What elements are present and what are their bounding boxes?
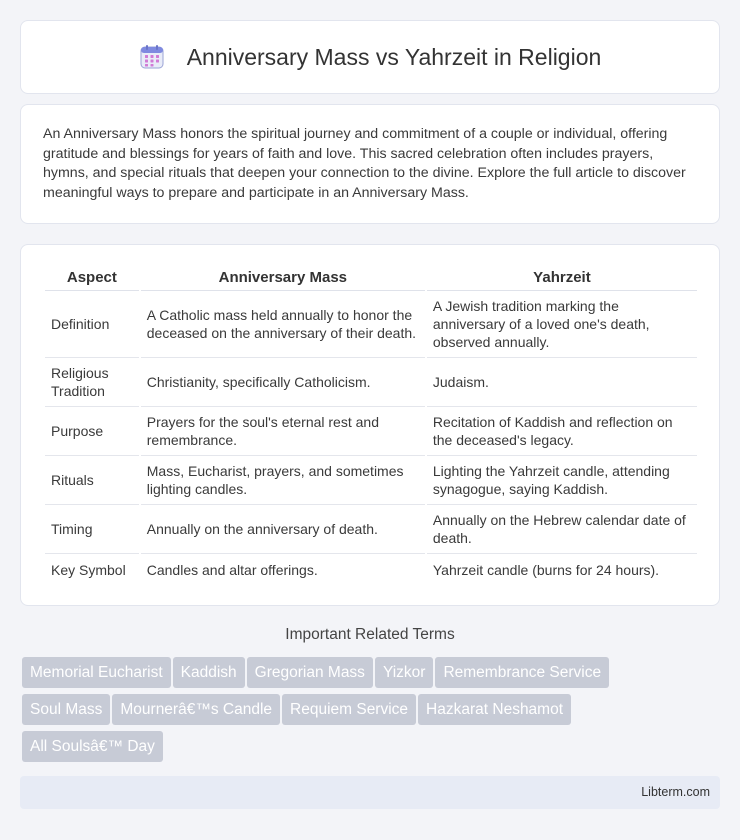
row-yahrzeit: Lighting the Yahrzeit candle, attending synagogue, saying Kaddish. — [427, 456, 697, 505]
row-anniversary-mass: Prayers for the soul's eternal rest and remembrance. — [141, 407, 425, 456]
tag-hazkarat-neshamot[interactable]: Hazkarat Neshamot — [418, 694, 571, 725]
comparison-card — [20, 244, 720, 606]
page-title: Anniversary Mass vs Yahrzeit in Religion — [186, 43, 602, 70]
row-yahrzeit: Recitation of Kaddish and reflection on the deceased's legacy. — [427, 407, 697, 456]
row-aspect: Purpose — [45, 407, 139, 456]
intro-card — [20, 104, 720, 224]
row-yahrzeit: Judaism. — [427, 358, 697, 407]
row-aspect: Key Symbol — [51, 562, 126, 578]
row-anniversary-mass: Annually on the anniversary of death. — [141, 505, 425, 554]
row-yahrzeit: Yahrzeit candle (burns for 24 hours). — [432, 562, 660, 578]
tag-memorial-eucharist[interactable]: Memorial Eucharist — [22, 657, 171, 688]
tag-mourners-candle[interactable]: Mournerâ€™s Candle — [112, 694, 280, 725]
row-aspect: Religious Tradition — [45, 358, 139, 407]
related-terms-title: Important Related Terms — [285, 626, 455, 643]
table-header-row — [45, 265, 697, 291]
tag-all-souls-day[interactable]: All Soulsâ€™ Day — [22, 731, 163, 762]
header-yahrzeit: Yahrzeit — [427, 265, 697, 291]
header-anniversary-mass: Anniversary Mass — [141, 265, 425, 291]
calendar-icon — [139, 44, 165, 70]
table-row — [45, 456, 697, 505]
footer — [20, 776, 720, 809]
header-aspect: Aspect — [45, 265, 139, 291]
row-yahrzeit: A Jewish tradition marking the anniversary of a loved one's death, observed annually. — [427, 291, 697, 358]
table-row — [45, 407, 697, 456]
footer-brand-link[interactable]: Libterm.com — [641, 785, 710, 799]
row-anniversary-mass: Candles and altar offerings. — [146, 562, 318, 578]
row-anniversary-mass: Christianity, specifically Catholicism. — [141, 358, 425, 407]
tag-remembrance-service[interactable]: Remembrance Service — [435, 657, 609, 688]
row-anniversary-mass: Mass, Eucharist, prayers, and sometimes lighting candles. — [141, 456, 425, 505]
row-anniversary-mass: A Catholic mass held annually to honor the deceased on the anniversary of their death. — [141, 291, 425, 358]
tag-requiem-service[interactable]: Requiem Service — [282, 694, 416, 725]
table-row — [45, 554, 697, 586]
tag-yizkor[interactable]: Yizkor — [375, 657, 434, 688]
row-aspect: Rituals — [45, 456, 139, 505]
title-card — [20, 20, 720, 94]
table-row — [45, 358, 697, 407]
table-row — [45, 505, 697, 554]
table-row — [45, 291, 697, 358]
row-yahrzeit: Annually on the Hebrew calendar date of death. — [427, 505, 697, 554]
related-terms-list — [22, 657, 722, 768]
comparison-table — [43, 265, 699, 586]
row-aspect: Timing — [45, 505, 139, 554]
tag-gregorian-mass[interactable]: Gregorian Mass — [247, 657, 373, 688]
row-aspect: Definition — [45, 291, 139, 358]
tag-soul-mass[interactable]: Soul Mass — [22, 694, 110, 725]
tag-kaddish[interactable]: Kaddish — [173, 657, 245, 688]
intro-paragraph: An Anniversary Mass honors the spiritual journey and commitment of a couple or individual, offering gratitude and blessings for years of faith and love. This sacred celebration often includes prayers, hymns, and special rituals that deepen your connection to the divine. Explore the full article to discover meaningful ways to prepare and participate in an Anniversary Mass. — [43, 126, 686, 201]
